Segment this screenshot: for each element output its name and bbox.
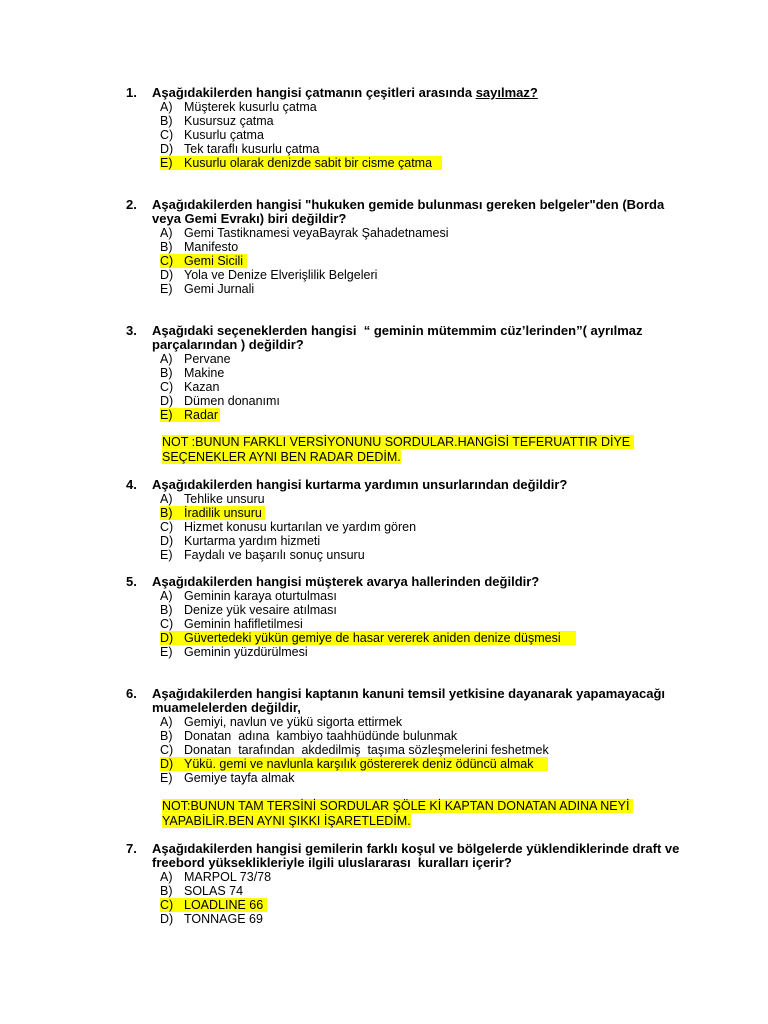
option-letter: A) [160,352,173,366]
option-letter: E) [160,771,173,785]
question-text: Aşağıdakilerden hangisi kurtarma yardımın unsurlarından değildir? [152,477,568,492]
option-text: Müşterek kusurlu çatma [184,100,317,114]
option-text: Pervane [184,352,231,366]
option-letter: D) [160,757,174,771]
option-letter: C) [160,898,174,912]
option-letter: A) [160,492,173,506]
note-line: SEÇENEKLER AYNI BEN RADAR DEDİM. [162,450,401,464]
option-letter: D) [160,394,174,408]
option-text: Kusursuz çatma [184,114,274,128]
option-3a [0,352,768,366]
option-5e [0,645,768,659]
note-6 [162,799,633,829]
note-line: YAPABİLİR.BEN AYNI ŞIKKI İŞARETLEDİM. [162,814,411,828]
option-text: Tek taraflı kusurlu çatma [184,142,320,156]
question-number: 3. [126,323,137,338]
option-letter: D) [160,142,174,156]
option-7d [0,912,768,926]
option-text: Geminin yüzdürülmesi [184,645,308,659]
option-text: Gemiye tayfa almak [184,771,295,785]
option-6a [0,715,768,729]
option-7b [0,884,768,898]
option-text: LOADLINE 66 [184,898,264,912]
option-letter: B) [160,603,173,617]
option-letter: E) [160,408,173,422]
option-text: Radar [184,408,219,422]
option-letter: E) [160,548,173,562]
option-3d [0,394,768,408]
option-text: TONNAGE 69 [184,912,263,926]
option-letter: A) [160,226,173,240]
option-text: Tehlike unsuru [184,492,265,506]
question-text-part: Aşağıdakilerden hangisi çatmanın çeşitleri arasında [152,85,476,100]
option-letter: A) [160,715,173,729]
option-4c [0,520,768,534]
note-3 [162,435,634,465]
option-letter: D) [160,268,174,282]
question-text: Aşağıdakilerden hangisi müşterek avarya hallerinden değildir? [152,574,540,589]
option-text: Geminin karaya oturtulması [184,589,337,603]
option-text: Manifesto [184,240,239,254]
option-text: Gemiyi, navlun ve yükü sigorta ettirmek [184,715,403,729]
option-text: Hizmet konusu kurtarılan ve yardım gören [184,520,417,534]
option-letter: C) [160,743,174,757]
option-5a [0,589,768,603]
option-5d-highlighted [0,631,768,645]
question-text [152,86,692,100]
option-text: Geminin hafifletilmesi [184,617,303,631]
question-number: 4. [126,477,137,492]
option-text: Faydalı ve başarılı sonuç unsuru [184,548,365,562]
option-text: Gemi Jurnali [184,282,255,296]
option-letter: E) [160,156,173,170]
option-7a [0,870,768,884]
question-number: 1. [126,85,137,100]
option-text: Güvertedeki yükün gemiye de hasar vererek aniden denize düşmesi [184,631,561,645]
option-1d [0,142,768,156]
option-text: Kusurlu çatma [184,128,264,142]
option-text: Yola ve Denize Elverişlilik Belgeleri [184,268,378,282]
option-letter: A) [160,589,173,603]
option-letter: C) [160,254,174,268]
option-text: SOLAS 74 [184,884,244,898]
question-text-underlined: sayılmaz? [475,85,538,100]
option-text: Gemi Sicili [184,254,244,268]
option-letter: C) [160,617,174,631]
question-number: 7. [126,841,137,856]
option-3c [0,380,768,394]
option-text: Kusurlu olarak denizde sabit bir cisme çatma [184,156,433,170]
option-letter: A) [160,100,173,114]
option-letter: B) [160,240,173,254]
option-4b-highlighted [0,506,768,520]
option-letter: B) [160,506,173,520]
option-text: Donatan adına kambiyo taahhüdünde bulunmak [184,729,458,743]
option-text: Kurtarma yardım hizmeti [184,534,321,548]
question-text: Aşağıdakilerden hangisi gemilerin farklı koşul ve bölgelerde yüklendiklerinde draft ve freebord yükseklikleriyle ilgili uluslararası kuralları içerir? [152,841,684,870]
note-line: NOT :BUNUN FARKLI VERSİYONUNU SORDULAR.HANGİSİ TEFERUATTIR DİYE [162,435,634,449]
option-text: Donatan tarafından akdedilmiş taşıma sözleşmelerini feshetmek [184,743,549,757]
option-text: Gemi Tastiknamesi veyaBayrak Şahadetnamesi [184,226,449,240]
option-6c [0,743,768,757]
option-text: Yükü. gemi ve navlunla karşılık göstererek deniz ödüncü almak [184,757,534,771]
option-6b [0,729,768,743]
question-number: 5. [126,574,137,589]
option-6d-highlighted [0,757,768,771]
question-text: Aşağıdakilerden hangisi kaptanın kanuni temsil yetkisine dayanarak yapamayacağı muamelelerden değildir, [152,686,669,715]
option-letter: C) [160,520,174,534]
option-6e [0,771,768,785]
option-2a [0,226,768,240]
option-letter: B) [160,114,173,128]
option-2b [0,240,768,254]
option-text: İradilik unsuru [184,506,262,520]
question-number: 6. [126,686,137,701]
option-text: Makine [184,366,225,380]
option-letter: E) [160,282,173,296]
question-number: 2. [126,197,137,212]
option-2e [0,282,768,296]
option-text: MARPOL 73/78 [184,870,272,884]
option-1a [0,100,768,114]
note-line: NOT:BUNUN TAM TERSİNİ SORDULAR ŞÖLE Kİ KAPTAN DONATAN ADINA NEYİ [162,799,633,813]
option-1b [0,114,768,128]
option-3e-highlighted [0,408,768,422]
option-5b [0,603,768,617]
option-1c [0,128,768,142]
option-letter: A) [160,870,173,884]
option-letter: C) [160,380,174,394]
option-letter: D) [160,534,174,548]
option-2d [0,268,768,282]
question-text: Aşağıdaki seçeneklerden hangisi “ geminin mütemmim cüz’lerinden”( ayrılmaz parçalarından ) değildir? [152,323,647,352]
option-7c-highlighted [0,898,768,912]
option-4d [0,534,768,548]
option-letter: B) [160,366,173,380]
option-3b [0,366,768,380]
option-1e-highlighted [0,156,768,170]
option-letter: B) [160,884,173,898]
option-5c [0,617,768,631]
option-text: Denize yük vesaire atılması [184,603,337,617]
option-2c-highlighted [0,254,768,268]
option-text: Kazan [184,380,220,394]
option-text: Dümen donanımı [184,394,280,408]
option-letter: C) [160,128,174,142]
option-4e [0,548,768,562]
option-letter: E) [160,645,173,659]
question-text: Aşağıdakilerden hangisi "hukuken gemide bulunması gereken belgeler"den (Borda veya Gemi Evrakı) biri değildir? [152,197,668,226]
option-letter: D) [160,912,174,926]
option-letter: B) [160,729,173,743]
option-4a [0,492,768,506]
option-letter: D) [160,631,174,645]
